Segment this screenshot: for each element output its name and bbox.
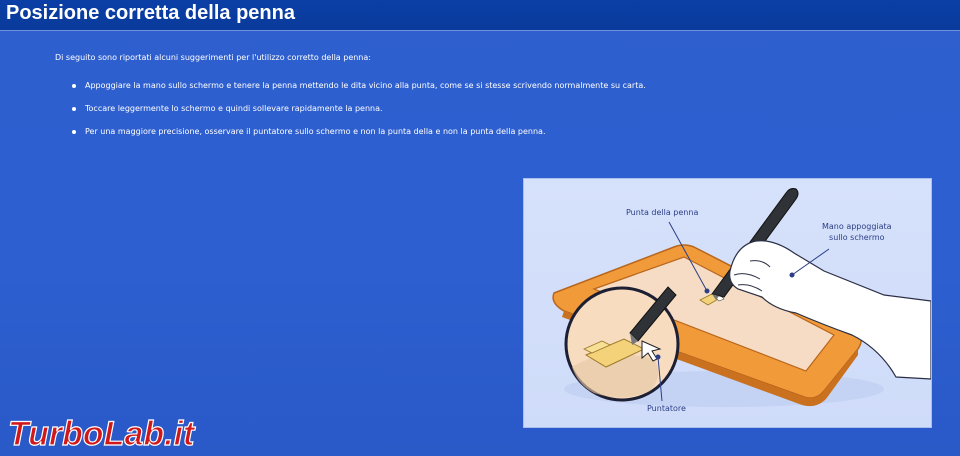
tip-text: Toccare leggermente lo schermo e quindi sollevare rapidamente la penna.	[85, 104, 383, 113]
watermark-text: TurboLab.it	[8, 415, 195, 453]
label-pen-tip: Punta della penna	[626, 208, 699, 217]
list-item	[55, 81, 646, 104]
label-hand-line2: sullo schermo	[829, 233, 885, 242]
intro-text: Di seguito sono riportati alcuni suggerimenti per l'utilizzo corretto della penna:	[55, 53, 371, 62]
callout-dot-hand	[790, 273, 795, 278]
list-item	[55, 104, 646, 127]
tip-text: Appoggiare la mano sullo schermo e tenere la penna mettendo le dita vicino alla punta, come se si stesse scrivendo normalmente su carta.	[85, 81, 646, 90]
tip-text: Per una maggiore precisione, osservare il puntatore sullo schermo e non la punta della e non la punta della penna.	[85, 127, 546, 136]
label-hand-line1: Mano appoggiata	[822, 222, 892, 231]
page-title: Posizione corretta della penna	[6, 2, 295, 24]
tips-list	[55, 81, 646, 150]
turbolab-watermark-logo	[4, 411, 244, 453]
bullet-icon	[72, 84, 76, 88]
callout-dot-pointer	[656, 355, 661, 360]
bullet-icon	[72, 107, 76, 111]
pen-position-illustration	[523, 178, 932, 428]
label-pointer: Puntatore	[647, 404, 686, 413]
tablet-pen-drawing	[524, 179, 931, 427]
list-item	[55, 127, 646, 150]
label-hand	[822, 221, 892, 243]
title-bar	[0, 0, 960, 31]
callout-dot-pen-tip	[705, 289, 710, 294]
bullet-icon	[72, 130, 76, 134]
